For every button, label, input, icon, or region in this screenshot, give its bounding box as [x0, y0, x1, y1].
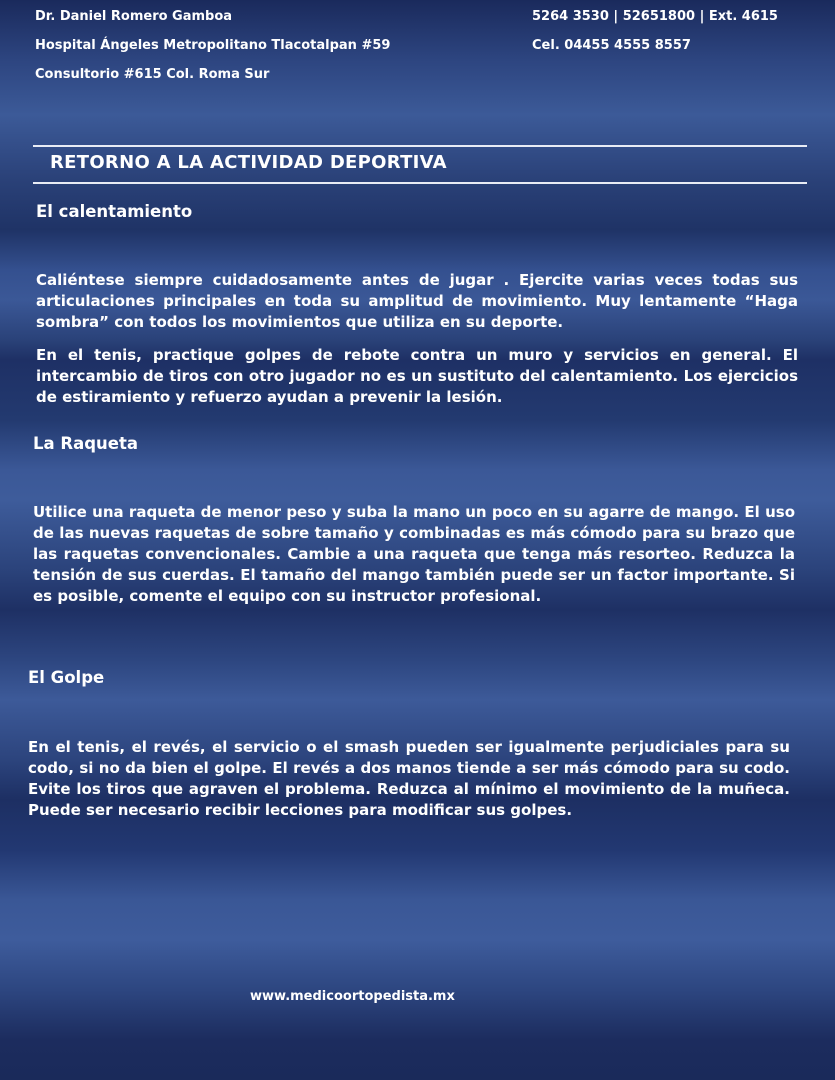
racket-paragraph: Utilice una raqueta de menor peso y suba la mano un poco en su agarre de mango. El uso de las nuevas raquetas de sobre tamaño y combinadas es más cómodo para su brazo que las raquetas convencionales. Cambie a una raqueta que tenga más resorteo. Reduzca la tensión de sus cuerdas. El tamaño del mango también puede ser un factor importante. Si es posible, comente el equipo con su instructor profesional. [33, 503, 795, 605]
doctor-name: Dr. Daniel Romero Gamboa [35, 9, 233, 24]
section-heading-racket: La Raqueta [33, 434, 139, 453]
section-heading-stroke: El Golpe [28, 668, 105, 687]
title-top-rule [33, 145, 807, 147]
page-title: RETORNO A LA ACTIVIDAD DEPORTIVA [50, 152, 447, 173]
warmup-paragraph-1: Caliéntese siempre cuidadosamente antes de jugar . Ejercite varias veces todas sus articulaciones principales en toda su amplitud de movimiento. Muy lentamente “Haga sombra” con todos los movimientos que utiliza en su deporte. [36, 271, 798, 331]
phone-numbers: 5264 3530 | 52651800 | Ext. 4615 [532, 9, 778, 24]
warmup-paragraph-2: En el tenis, practique golpes de rebote contra un muro y servicios en general. El intercambio de tiros con otro jugador no es un sustituto del calentamiento. Los ejercicios de estiramiento y refuerzo ayudan a prevenir la lesión. [36, 346, 798, 406]
hospital-address: Hospital Ángeles Metropolitano Tlacotalpan #59 [35, 38, 391, 53]
section-heading-warmup: El calentamiento [36, 202, 193, 221]
website-link[interactable]: www.medicoortopedista.mx [250, 989, 455, 1004]
cell-phone: Cel. 04455 4555 8557 [532, 38, 691, 53]
stroke-paragraph: En el tenis, el revés, el servicio o el smash pueden ser igualmente perjudiciales para su codo, si no da bien el golpe. El revés a dos manos tiende a ser más cómodo para su codo. Evite los tiros que agraven el problema. Reduzca al mínimo el movimiento de la muñeca. Puede ser necesario recibir lecciones para modificar sus golpes. [28, 738, 790, 819]
office-address: Consultorio #615 Col. Roma Sur [35, 67, 270, 82]
title-bottom-rule [33, 182, 807, 184]
